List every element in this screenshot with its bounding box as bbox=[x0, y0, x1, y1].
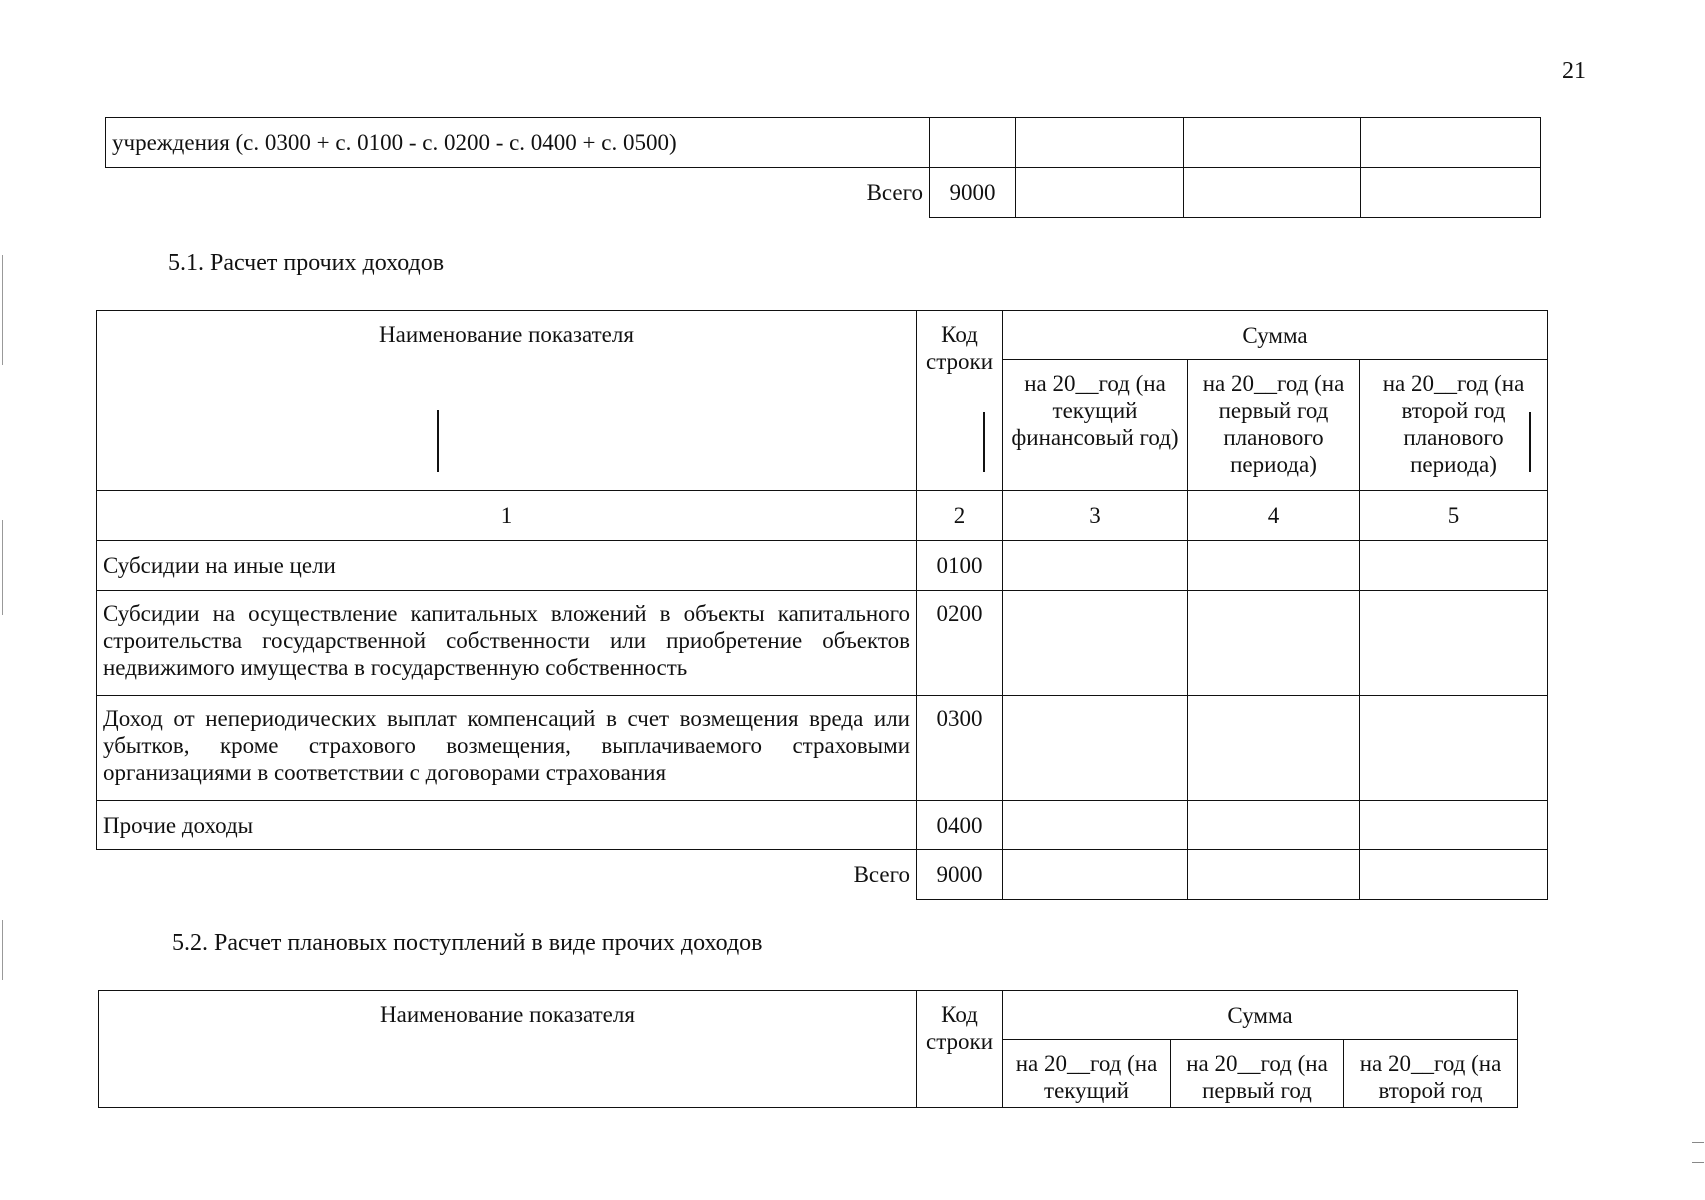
row-name: Доход от непериодических выплат компенсаций в счет возмещения вреда или убытков, кроме страхового возмещения, выплачиваемого страховыми организациями в соответствии с договорами страхования bbox=[97, 696, 917, 801]
top-row-cell bbox=[1016, 118, 1184, 168]
header-code: Код строки bbox=[917, 991, 1003, 1108]
top-row-cell bbox=[1184, 118, 1361, 168]
header-col-current: на 20__год (на текущий bbox=[1003, 1040, 1171, 1108]
section-52-title: 5.2. Расчет плановых поступлений в виде прочих доходов bbox=[172, 930, 763, 956]
header-sum: Сумма bbox=[1003, 991, 1518, 1040]
col-number: 3 bbox=[1003, 491, 1188, 541]
col-number: 1 bbox=[97, 491, 917, 541]
pen-mark bbox=[983, 412, 985, 472]
total-label: Всего bbox=[853, 862, 910, 888]
value-cell bbox=[1188, 801, 1360, 850]
row-code: 0200 bbox=[917, 591, 1003, 696]
value-cell bbox=[1188, 591, 1360, 696]
total-code: 9000 bbox=[917, 850, 1003, 900]
scan-edge-mark bbox=[2, 920, 3, 980]
value-cell bbox=[1360, 696, 1548, 801]
table-row bbox=[97, 801, 1548, 850]
pen-mark bbox=[437, 410, 439, 472]
value-cell bbox=[1360, 801, 1548, 850]
scan-edge-mark bbox=[1692, 1142, 1704, 1143]
row-code: 0300 bbox=[917, 696, 1003, 801]
value-cell bbox=[1360, 850, 1548, 900]
table-row bbox=[97, 591, 1548, 696]
top-total-cell bbox=[1361, 168, 1541, 218]
header-col-current: на 20__год (на текущий финансовый год) bbox=[1003, 360, 1188, 491]
value-cell bbox=[1188, 850, 1360, 900]
total-row bbox=[97, 850, 1548, 900]
top-total-cell bbox=[1184, 168, 1361, 218]
value-cell bbox=[1360, 541, 1548, 591]
scan-edge-mark bbox=[2, 255, 3, 365]
row-code: 0100 bbox=[917, 541, 1003, 591]
header-code: Код строки bbox=[917, 311, 1003, 491]
scan-edge-mark bbox=[2, 520, 3, 615]
value-cell bbox=[1188, 696, 1360, 801]
row-code: 0400 bbox=[917, 801, 1003, 850]
top-row-label: учреждения (с. 0300 + с. 0100 - с. 0200 - с. 0400 + с. 0500) bbox=[106, 118, 930, 168]
header-col-second: на 20__год (на второй год bbox=[1344, 1040, 1518, 1108]
value-cell bbox=[1188, 541, 1360, 591]
header-col-first: на 20__год (на первый год планового периода) bbox=[1188, 360, 1360, 491]
col-number: 5 bbox=[1360, 491, 1548, 541]
pen-mark bbox=[1529, 412, 1531, 472]
top-row-cell bbox=[1361, 118, 1541, 168]
row-name: Прочие доходы bbox=[97, 801, 917, 850]
header-name: Наименование показателя bbox=[99, 991, 917, 1108]
top-total-code: 9000 bbox=[930, 168, 1016, 218]
value-cell bbox=[1003, 696, 1188, 801]
top-total-label: Всего bbox=[866, 180, 923, 206]
section-52-table bbox=[98, 990, 1518, 1108]
row-name: Субсидии на осуществление капитальных вложений в объекты капитального строительства государственной собственности или приобретение объектов недвижимого имущества в государственную собственность bbox=[97, 591, 917, 696]
value-cell bbox=[1360, 591, 1548, 696]
header-name: Наименование показателя bbox=[97, 311, 917, 491]
top-row-code-cell bbox=[930, 118, 1016, 168]
section-51-title: 5.1. Расчет прочих доходов bbox=[168, 250, 445, 276]
header-sum: Сумма bbox=[1003, 311, 1548, 360]
value-cell bbox=[1003, 850, 1188, 900]
scan-edge-mark bbox=[1692, 1162, 1704, 1163]
table-row bbox=[97, 696, 1548, 801]
col-number: 2 bbox=[917, 491, 1003, 541]
header-col-first: на 20__год (на первый год bbox=[1171, 1040, 1344, 1108]
value-cell bbox=[1003, 541, 1188, 591]
section-51-table bbox=[96, 310, 1548, 900]
page-number: 21 bbox=[1562, 58, 1586, 84]
header-col-second: на 20__год (на второй год планового периода) bbox=[1360, 360, 1548, 491]
value-cell bbox=[1003, 801, 1188, 850]
col-number: 4 bbox=[1188, 491, 1360, 541]
value-cell bbox=[1003, 591, 1188, 696]
top-table bbox=[105, 117, 1541, 218]
row-name: Субсидии на иные цели bbox=[97, 541, 917, 591]
top-total-cell bbox=[1016, 168, 1184, 218]
table-row bbox=[97, 541, 1548, 591]
